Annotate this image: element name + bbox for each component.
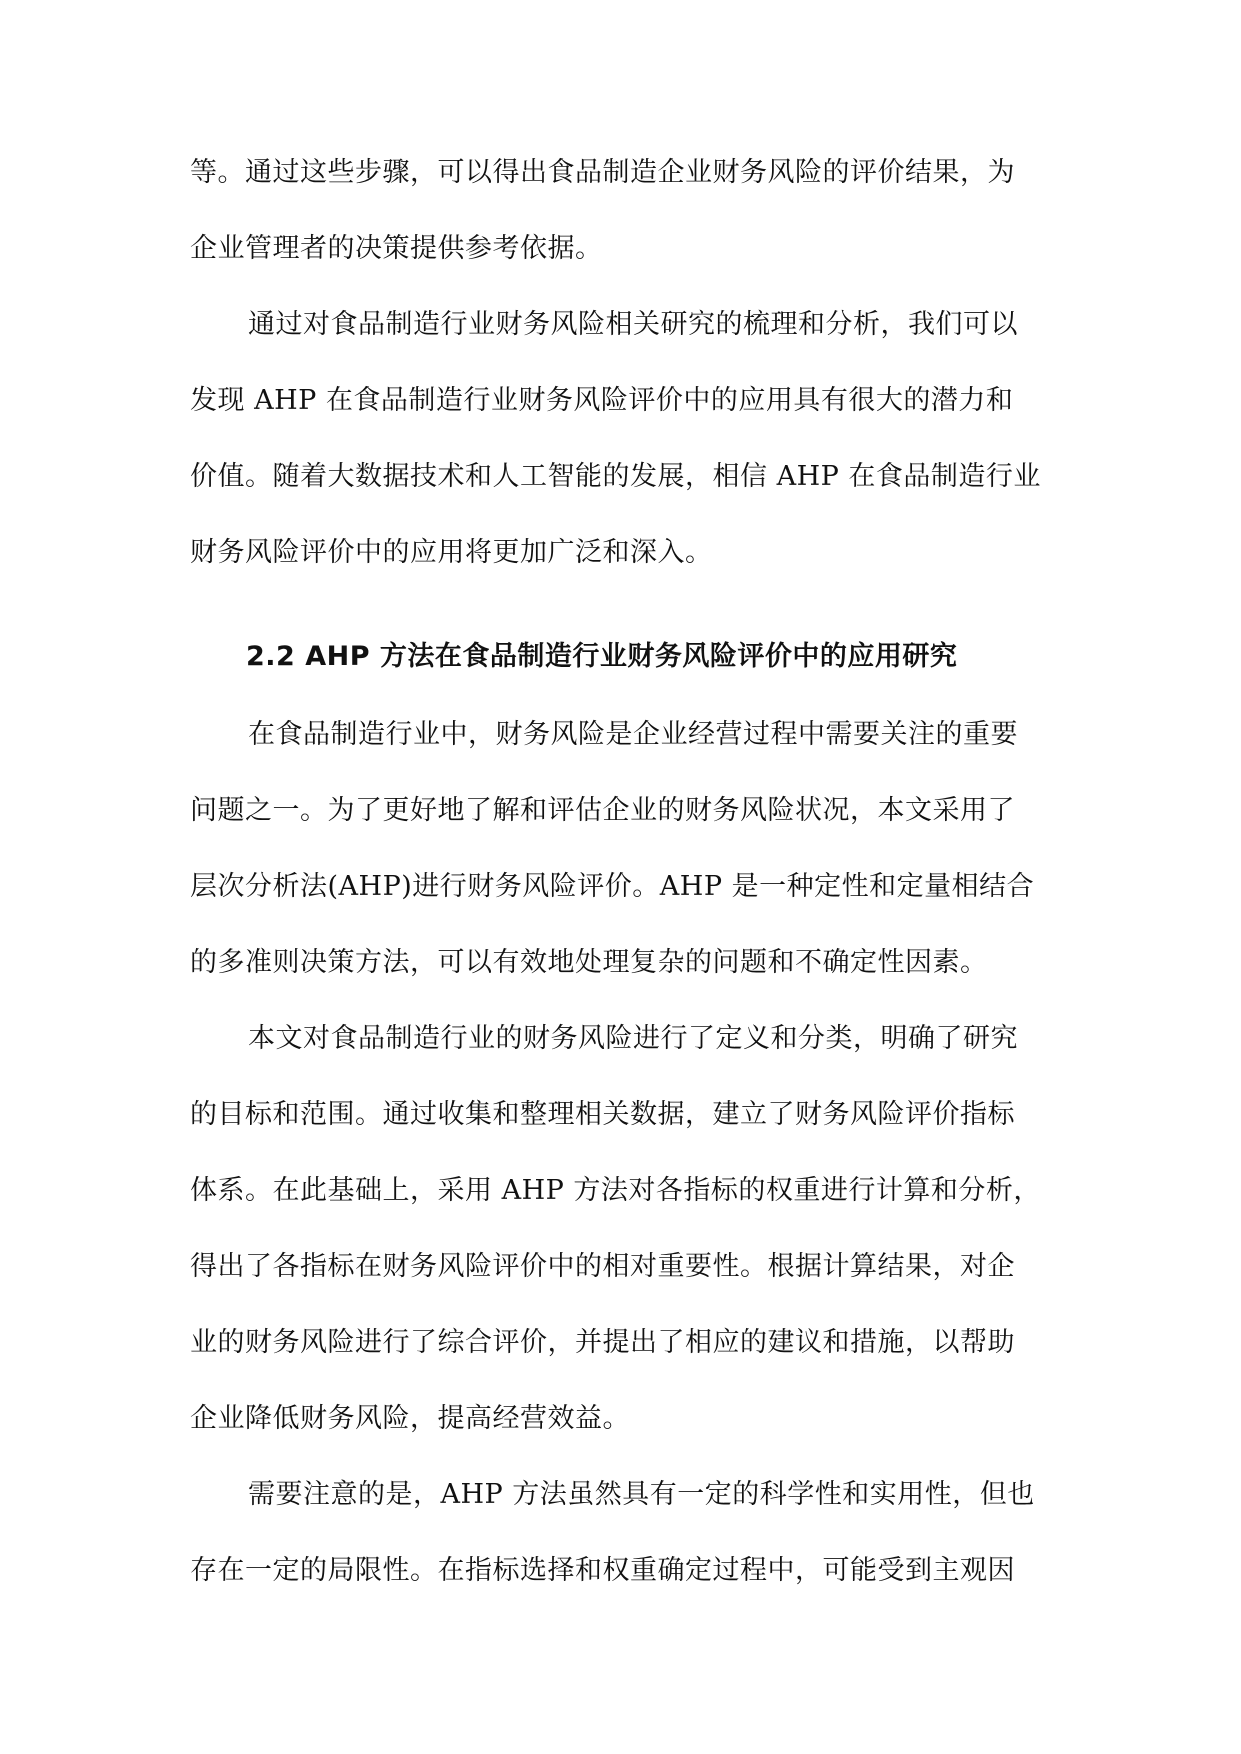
text-line: 等。通过这些步骤，可以得出食品制造企业财务风险的评价结果，为 xyxy=(190,157,1015,188)
text-line: 体系。在此基础上，采用 AHP 方法对各指标的权重进行计算和分析， xyxy=(190,1175,1041,1206)
text-line: 企业降低财务风险，提高经营效益。 xyxy=(190,1403,630,1434)
text-line: 业的财务风险进行了综合评价，并提出了相应的建议和措施，以帮助 xyxy=(190,1327,1015,1358)
text-line: 问题之一。为了更好地了解和评估企业的财务风险状况，本文采用了 xyxy=(190,795,1015,826)
text-line: 存在一定的局限性。在指标选择和权重确定过程中，可能受到主观因 xyxy=(190,1555,1015,1586)
document-body xyxy=(190,135,1060,1609)
text-line: 得出了各指标在财务风险评价中的相对重要性。根据计算结果，对企 xyxy=(190,1251,1015,1282)
text-line: 需要注意的是，AHP 方法虽然具有一定的科学性和实用性，但也 xyxy=(248,1479,1035,1510)
section-heading: 2.2 AHP 方法在食品制造行业财务风险评价中的应用研究 xyxy=(246,641,958,672)
paragraph xyxy=(190,287,1060,591)
text-line: 企业管理者的决策提供参考依据。 xyxy=(190,233,603,264)
text-line: 的目标和范围。通过收集和整理相关数据，建立了财务风险评价指标 xyxy=(190,1099,1015,1130)
text-line: 财务风险评价中的应用将更加广泛和深入。 xyxy=(190,537,713,568)
text-line: 本文对食品制造行业的财务风险进行了定义和分类，明确了研究 xyxy=(248,1023,1018,1054)
paragraph xyxy=(190,1457,1060,1609)
text-line: 价值。随着大数据技术和人工智能的发展，相信 AHP 在食品制造行业 xyxy=(190,461,1041,492)
paragraph-continuation xyxy=(190,135,1060,287)
paragraph xyxy=(190,697,1060,1001)
text-line: 在食品制造行业中，财务风险是企业经营过程中需要关注的重要 xyxy=(248,719,1018,750)
text-line: 层次分析法(AHP)进行财务风险评价。AHP 是一种定性和定量相结合 xyxy=(190,871,1035,902)
paragraph xyxy=(190,1001,1060,1457)
text-line: 通过对食品制造行业财务风险相关研究的梳理和分析，我们可以 xyxy=(248,309,1018,340)
text-line: 的多准则决策方法，可以有效地处理复杂的问题和不确定性因素。 xyxy=(190,947,988,978)
text-line: 发现 AHP 在食品制造行业财务风险评价中的应用具有很大的潜力和 xyxy=(190,385,1014,416)
